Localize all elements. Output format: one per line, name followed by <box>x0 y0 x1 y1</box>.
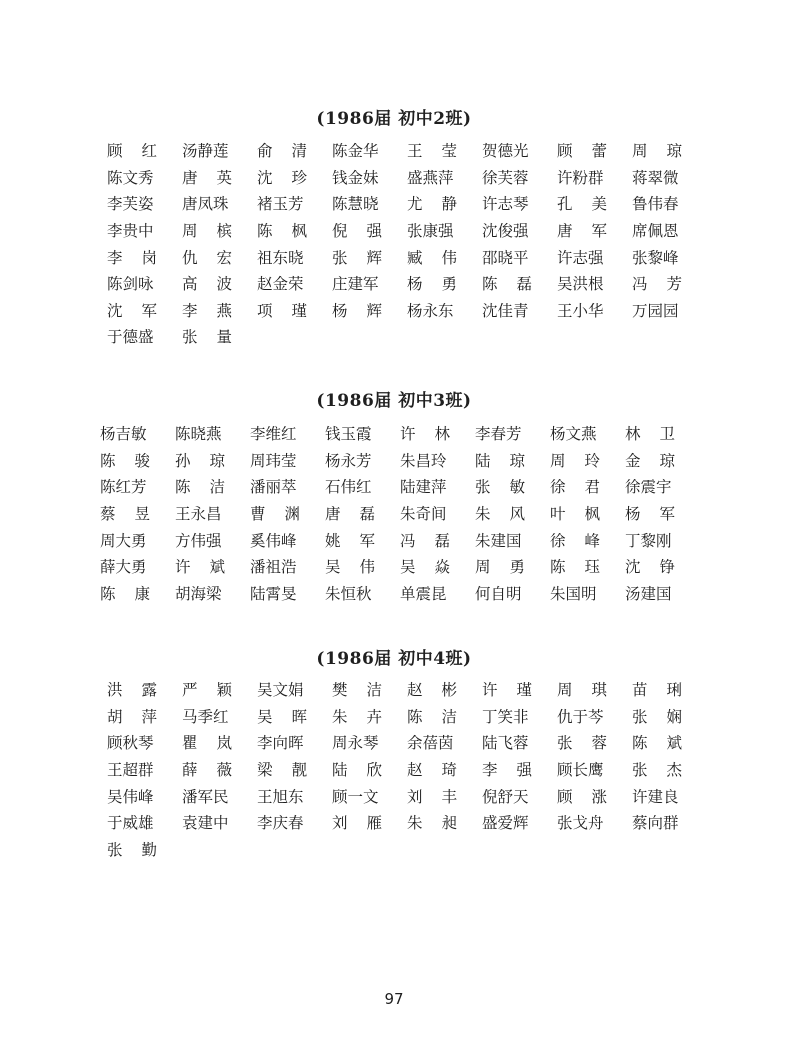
student-name: 周 槟 <box>182 222 232 241</box>
section-title-class-4: (1986届 初中4班) <box>316 649 472 669</box>
student-name: 梁 靓 <box>257 761 307 780</box>
student-name: 周 琼 <box>632 142 682 161</box>
student-name: 杨文燕 <box>550 425 597 444</box>
student-name: 周玮莹 <box>250 451 297 470</box>
student-name: 陈金华 <box>332 142 379 161</box>
student-name: 赵 彬 <box>407 681 457 700</box>
student-name: 沈 铮 <box>625 558 675 577</box>
student-name: 陆飞蓉 <box>482 734 529 753</box>
student-name: 唐 军 <box>557 222 607 241</box>
student-name: 李 岗 <box>107 248 157 267</box>
student-name: 张 敏 <box>475 478 525 497</box>
student-name: 顾长鹰 <box>557 761 604 780</box>
student-name: 张 蓉 <box>557 734 607 753</box>
student-name: 陈 骏 <box>100 451 150 470</box>
student-name: 陈 斌 <box>632 734 682 753</box>
student-name: 倪舒天 <box>482 787 529 806</box>
student-name: 陆霄旻 <box>250 584 297 603</box>
student-name: 杨 勇 <box>407 275 457 294</box>
student-name: 顾秋琴 <box>107 734 154 753</box>
student-name: 薛大勇 <box>100 558 147 577</box>
student-name: 陈慧晓 <box>332 195 379 214</box>
student-name: 顾一文 <box>332 787 379 806</box>
student-name: 曹 渊 <box>250 505 300 524</box>
student-name: 李春芳 <box>475 425 522 444</box>
student-name: 奚伟峰 <box>250 531 297 550</box>
student-name: 项 瑾 <box>257 301 307 320</box>
student-name: 许建良 <box>632 787 679 806</box>
student-name: 张 杰 <box>632 761 682 780</box>
student-name: 仇 宏 <box>182 248 232 267</box>
student-name: 潘丽萃 <box>250 478 297 497</box>
student-name: 唐凤珠 <box>182 195 229 214</box>
student-name: 陆建萍 <box>400 478 447 497</box>
student-name: 于德盛 <box>107 328 154 347</box>
student-name: 臧 伟 <box>407 248 457 267</box>
student-name: 杨吉敏 <box>100 425 147 444</box>
student-name: 仇于芩 <box>557 707 604 726</box>
student-name: 褚玉芳 <box>257 195 304 214</box>
student-name: 张戈舟 <box>557 814 604 833</box>
student-name: 冯 磊 <box>400 531 450 550</box>
student-name: 张黎峰 <box>632 248 679 267</box>
student-name: 盛燕萍 <box>407 168 454 187</box>
student-name: 赵金荣 <box>257 275 304 294</box>
student-name: 陈剑咏 <box>107 275 154 294</box>
student-name: 陈晓燕 <box>175 425 222 444</box>
student-name: 俞 清 <box>257 142 307 161</box>
student-name: 吴 伟 <box>325 558 375 577</box>
student-name: 吴 焱 <box>400 558 450 577</box>
student-name: 胡 萍 <box>107 707 157 726</box>
student-name: 杨永东 <box>407 301 454 320</box>
student-name: 朱恒秋 <box>325 584 372 603</box>
student-name: 朱奇间 <box>400 505 447 524</box>
student-name: 于威雄 <box>107 814 154 833</box>
student-name: 王超群 <box>107 761 154 780</box>
student-name: 陈 枫 <box>257 222 307 241</box>
student-name: 唐 英 <box>182 168 232 187</box>
student-name: 蒋翠微 <box>632 168 679 187</box>
student-name: 顾 红 <box>107 142 157 161</box>
student-name: 刘 丰 <box>407 787 457 806</box>
student-name: 苗 琍 <box>632 681 682 700</box>
student-name: 陈 康 <box>100 584 150 603</box>
student-name: 徐芙蓉 <box>482 168 529 187</box>
student-name: 蔡 昱 <box>100 505 150 524</box>
student-name: 李 燕 <box>182 301 232 320</box>
student-name: 丁黎刚 <box>625 531 672 550</box>
student-name: 万园园 <box>632 301 679 320</box>
student-name: 叶 枫 <box>550 505 600 524</box>
student-name: 陆 欣 <box>332 761 382 780</box>
student-name: 张康强 <box>407 222 454 241</box>
student-name: 顾 蕾 <box>557 142 607 161</box>
student-name: 张 娴 <box>632 707 682 726</box>
student-name: 林 卫 <box>625 425 675 444</box>
student-name: 张 量 <box>182 328 232 347</box>
student-name: 唐 磊 <box>325 505 375 524</box>
student-name: 许 瑾 <box>482 681 532 700</box>
name-grid-class-2 <box>107 137 707 350</box>
student-name: 朱 昶 <box>407 814 457 833</box>
student-name: 钱金妹 <box>332 168 379 187</box>
student-name: 陈红芳 <box>100 478 147 497</box>
student-name: 单震昆 <box>400 584 447 603</box>
student-name: 杨 辉 <box>332 301 382 320</box>
section-title-class-2: (1986届 初中2班) <box>316 109 472 129</box>
student-name: 李庆春 <box>257 814 304 833</box>
student-name: 李维红 <box>250 425 297 444</box>
student-name: 周大勇 <box>100 531 147 550</box>
student-name: 尤 静 <box>407 195 457 214</box>
student-name: 姚 军 <box>325 531 375 550</box>
student-name: 吴洪根 <box>557 275 604 294</box>
student-name: 王小华 <box>557 301 604 320</box>
student-name: 沈 军 <box>107 301 157 320</box>
student-name: 陈 磊 <box>482 275 532 294</box>
student-name: 袁建中 <box>182 814 229 833</box>
student-name: 盛爱辉 <box>482 814 529 833</box>
student-name: 孔 美 <box>557 195 607 214</box>
student-name: 冯 芳 <box>632 275 682 294</box>
student-name: 吴文娟 <box>257 681 304 700</box>
student-name: 许志强 <box>557 248 604 267</box>
student-name: 李向晖 <box>257 734 304 753</box>
student-name: 何自明 <box>475 584 522 603</box>
student-name: 贺德光 <box>482 142 529 161</box>
student-name: 鲁伟春 <box>632 195 679 214</box>
student-name: 朱昌玲 <box>400 451 447 470</box>
student-name: 孙 琼 <box>175 451 225 470</box>
student-name: 杨 军 <box>625 505 675 524</box>
student-name: 周永琴 <box>332 734 379 753</box>
student-name: 钱玉霞 <box>325 425 372 444</box>
student-name: 刘 雁 <box>332 814 382 833</box>
student-name: 樊 洁 <box>332 681 382 700</box>
student-name: 陈文秀 <box>107 168 154 187</box>
student-name: 祖东晓 <box>257 248 304 267</box>
student-name: 汤静莲 <box>182 142 229 161</box>
student-name: 方伟强 <box>175 531 222 550</box>
student-name: 陆 琼 <box>475 451 525 470</box>
student-name: 汤建国 <box>625 584 672 603</box>
student-name: 朱 卉 <box>332 707 382 726</box>
student-name: 胡海梁 <box>175 584 222 603</box>
student-name: 许志琴 <box>482 195 529 214</box>
student-name: 严 颖 <box>182 681 232 700</box>
student-name: 朱建国 <box>475 531 522 550</box>
student-name: 徐 峰 <box>550 531 600 550</box>
student-name: 倪 强 <box>332 222 382 241</box>
student-name: 高 波 <box>182 275 232 294</box>
student-name: 余蓓茵 <box>407 734 454 753</box>
student-name: 杨永芳 <box>325 451 372 470</box>
student-name: 李贵中 <box>107 222 154 241</box>
student-name: 王永昌 <box>175 505 222 524</box>
student-name: 潘祖浩 <box>250 558 297 577</box>
student-name: 石伟红 <box>325 478 372 497</box>
student-name: 陈 洁 <box>175 478 225 497</box>
page-number: 97 <box>384 990 404 1008</box>
student-name: 沈俊强 <box>482 222 529 241</box>
student-name: 张 勤 <box>107 840 157 859</box>
student-name: 马季红 <box>182 707 229 726</box>
student-name: 许 林 <box>400 425 450 444</box>
student-name: 王旭东 <box>257 787 304 806</box>
student-name: 瞿 岚 <box>182 734 232 753</box>
student-name: 徐 君 <box>550 478 600 497</box>
student-name: 顾 涨 <box>557 787 607 806</box>
student-name: 金 琼 <box>625 451 675 470</box>
student-name: 蔡向群 <box>632 814 679 833</box>
student-name: 朱国明 <box>550 584 597 603</box>
name-grid-class-3 <box>100 420 700 606</box>
student-name: 赵 琦 <box>407 761 457 780</box>
student-name: 沈佳青 <box>482 301 529 320</box>
student-name: 许 斌 <box>175 558 225 577</box>
name-grid-class-4 <box>107 676 707 862</box>
student-name: 薛 薇 <box>182 761 232 780</box>
student-name: 潘军民 <box>182 787 229 806</box>
student-name: 许粉群 <box>557 168 604 187</box>
student-name: 吴伟峰 <box>107 787 154 806</box>
student-name: 周 勇 <box>475 558 525 577</box>
student-name: 张 辉 <box>332 248 382 267</box>
student-name: 沈 珍 <box>257 168 307 187</box>
section-title-class-3: (1986届 初中3班) <box>316 391 472 411</box>
student-name: 李芙姿 <box>107 195 154 214</box>
student-name: 席佩恩 <box>632 222 679 241</box>
student-name: 周 玲 <box>550 451 600 470</box>
student-name: 陈 洁 <box>407 707 457 726</box>
student-name: 徐震宇 <box>625 478 672 497</box>
student-name: 洪 露 <box>107 681 157 700</box>
student-name: 王 莹 <box>407 142 457 161</box>
student-name: 陈 珏 <box>550 558 600 577</box>
student-name: 李 强 <box>482 761 532 780</box>
student-name: 丁笑非 <box>482 707 529 726</box>
student-name: 庄建军 <box>332 275 379 294</box>
student-name: 邵晓平 <box>482 248 529 267</box>
student-name: 吴 晖 <box>257 707 307 726</box>
student-name: 周 琪 <box>557 681 607 700</box>
student-name: 朱 风 <box>475 505 525 524</box>
